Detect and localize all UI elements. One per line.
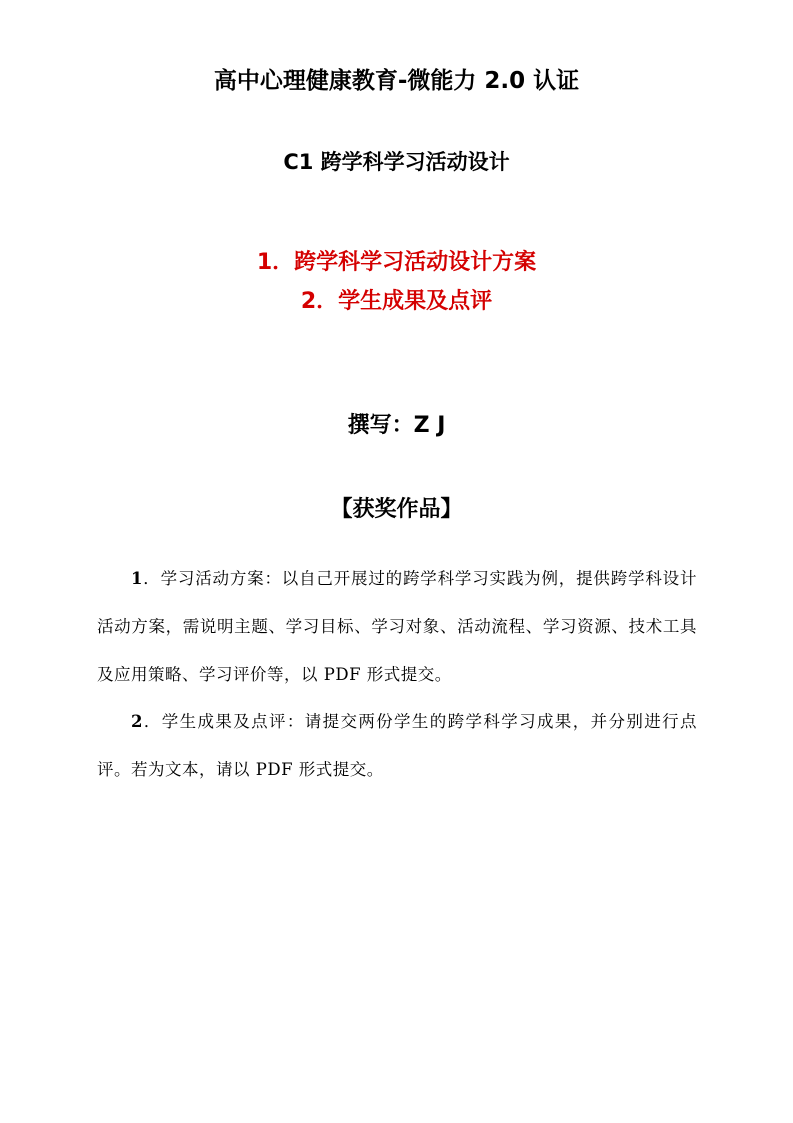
paragraph-activity-plan xyxy=(97,555,697,699)
paragraph-number: 2 xyxy=(131,712,143,731)
item-design-plan: 1．跨学科学习活动设计方案 xyxy=(256,250,537,275)
document-subtitle: C1 跨学科学习活动设计 xyxy=(283,150,510,174)
paragraph-student-results xyxy=(97,698,697,794)
paragraph-number: 1 xyxy=(131,569,143,588)
award-heading: 【获奖作品】 xyxy=(330,497,463,522)
paragraph-text: ．学生成果及点评：请提交两份学生的跨学科学习成果，并分别进行点评。若为文本，请以 PDF 形式提交。 xyxy=(97,712,697,779)
paragraph-text: ．学习活动方案：以自己开展过的跨学科学习实践为例，提供跨学科设计活动方案，需说明主题、学习目标、学习对象、活动流程、学习资源、技术工具及应用策略、学习评价等，以 PDF 形式提交。 xyxy=(97,569,697,684)
author-line: 撰写：Z J xyxy=(347,413,446,438)
item-student-results: 2．学生成果及点评 xyxy=(300,289,493,314)
document-title: 高中心理健康教育-微能力 2.0 认证 xyxy=(213,68,580,94)
